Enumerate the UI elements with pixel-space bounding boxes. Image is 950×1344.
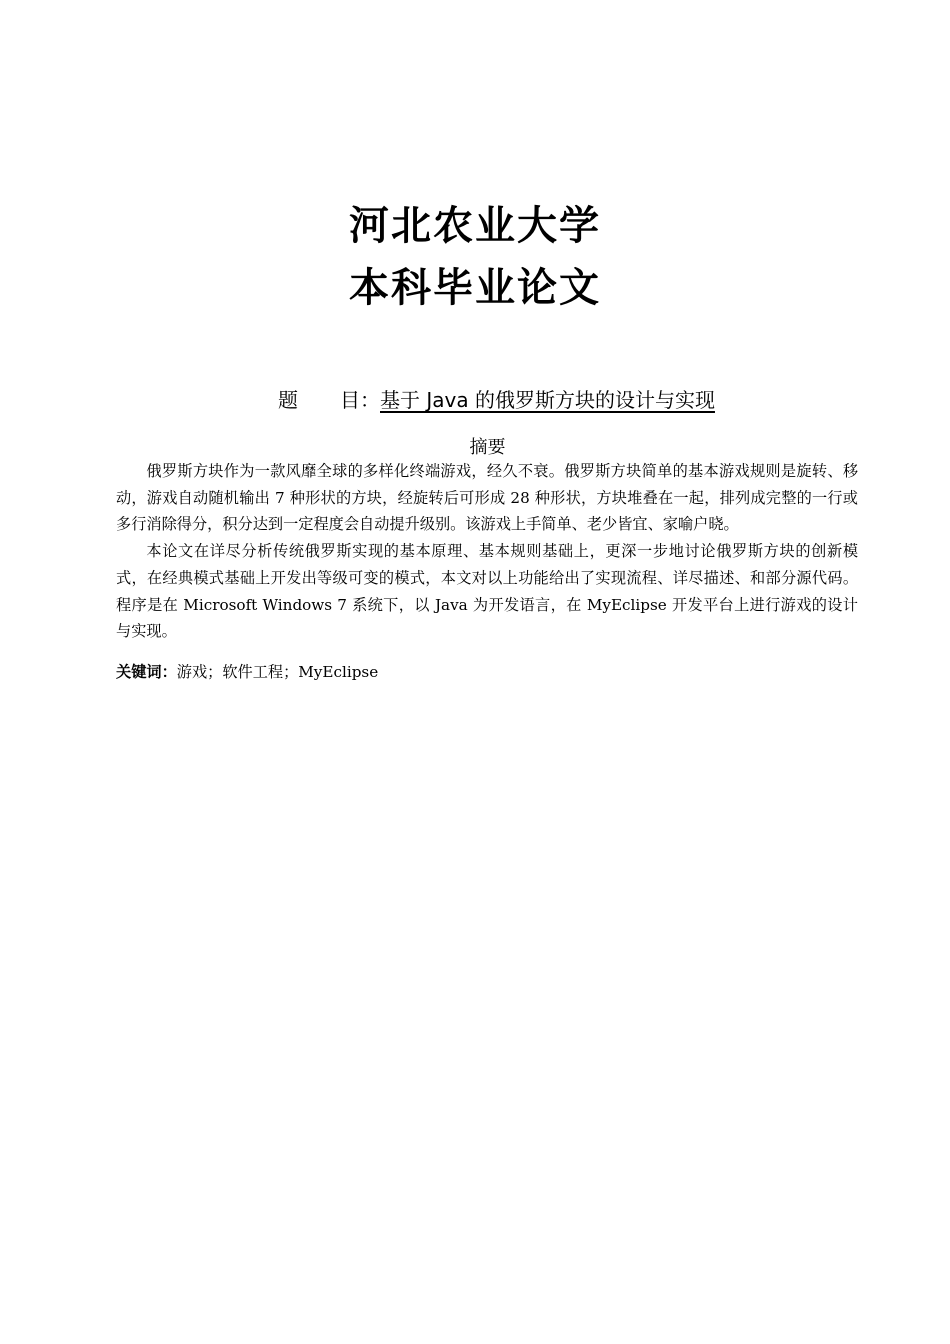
thesis-topic-value: 基于 Java 的俄罗斯方块的设计与实现 bbox=[380, 388, 715, 412]
university-title: 河北农业大学 bbox=[349, 203, 601, 249]
topic-label-part-2: 目： bbox=[340, 388, 380, 412]
keywords-line bbox=[116, 659, 858, 685]
abstract-body bbox=[116, 458, 858, 645]
thesis-topic-row bbox=[278, 386, 729, 414]
abstract-heading: 摘要 bbox=[469, 437, 506, 458]
thesis-type-title: 本科毕业论文 bbox=[349, 265, 601, 311]
keywords-value: 游戏；软件工程；MyEclipse bbox=[176, 663, 379, 681]
keywords-label: 关键词： bbox=[116, 663, 177, 681]
abstract-paragraph-2: 本论文在详尽分析传统俄罗斯实现的基本原理、基本规则基础上，更深一步地讨论俄罗斯方块的创新模式，在经典模式基础上开发出等级可变的模式，本文对以上功能给出了实现流程、详尽描述、和部分源代码。程序是在 Microsoft Windows 7 系统下，以 Java 为开发语言，在 MyEclipse 开发平台上进行游戏的设计与实现。 bbox=[116, 542, 858, 641]
abstract-paragraph-1: 俄罗斯方块作为一款风靡全球的多样化终端游戏，经久不衰。俄罗斯方块简单的基本游戏规则是旋转、移动，游戏自动随机输出 7 种形状的方块，经旋转后可形成 28 种形状，方块堆叠在一起，排列成完整的一行或多行消除得分，积分达到一定程度会自动提升级别。该游戏上手简单、老少皆宜、家喻户晓。 bbox=[116, 462, 858, 534]
topic-label-part-1: 题 bbox=[278, 388, 298, 412]
